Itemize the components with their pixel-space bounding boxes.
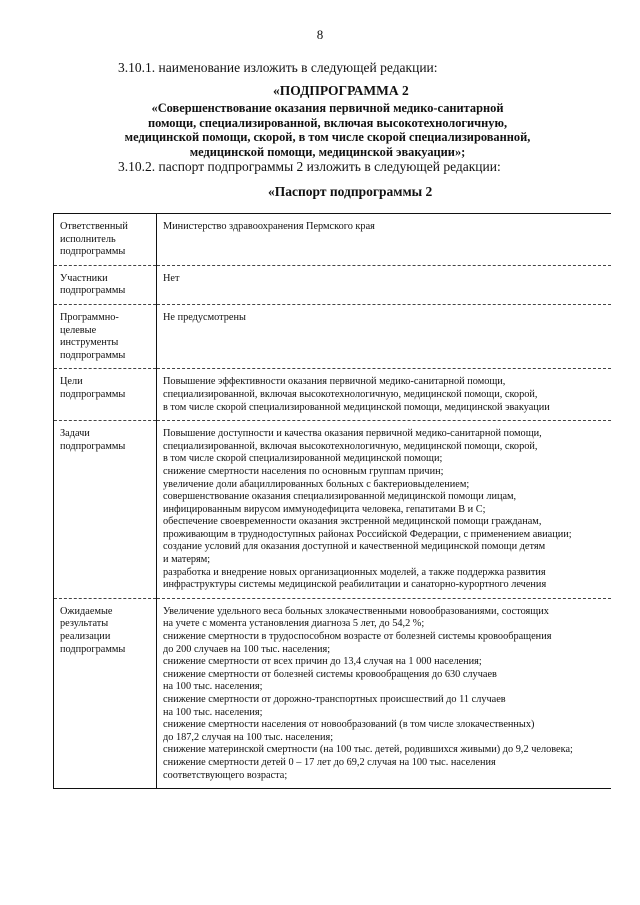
row-value [157, 598, 612, 788]
row-label-line: инструменты [60, 337, 119, 349]
program-subtitle-line: медицинской помощи, медицинской эвакуации»; [189, 144, 466, 159]
row-value-line: Повышение доступности и качества оказания первичной медико-санитарной помощи, [163, 428, 542, 440]
row-label [54, 265, 157, 304]
row-label-line: подпрограммы [60, 349, 126, 361]
row-label [54, 369, 157, 421]
row-value-line: снижение смертности населения по основным группам причин; [163, 465, 444, 477]
row-value-line: в том числе скорой специализированной медицинской помощи, медицинской эвакуации [163, 401, 550, 413]
row-value-line: соответствующего возраста; [163, 769, 288, 781]
row-value-line: разработка и внедрение новых организационных моделей, а также поддержка развития [163, 566, 546, 578]
table-row-goals [54, 369, 612, 421]
row-label-line: подпрограммы [60, 285, 126, 297]
row-label-line: подпрограммы [60, 643, 126, 655]
row-label-line: реализации [60, 631, 111, 643]
row-value-line: обеспечение своевременности оказания экстренной медицинской помощи гражданам, [163, 516, 542, 528]
row-value-line: Увеличение удельного веса больных злокачественными новообразованиями, состоящих [163, 605, 549, 617]
row-value-line: снижение смертности от дорожно-транспортных происшествий до 11 случаев [163, 694, 506, 705]
row-label-line: подпрограммы [60, 388, 126, 400]
row-value-line: проживающим в труднодоступных районах Российской Федерации, с применением авиации; [163, 528, 572, 540]
row-label [54, 304, 157, 368]
row-value-line: на учете с момента установления диагноза 5 лет, до 54,2 %; [163, 618, 425, 630]
row-label-line: Задачи [60, 428, 90, 440]
row-label-line: подпрограммы [60, 440, 126, 452]
table-row-tasks [54, 421, 612, 599]
row-value-line: в том числе скорой специализированной медицинской помощи; [163, 453, 443, 465]
row-value-line: снижение смертности детей 0 – 17 лет до 69,2 случая на 100 тыс. населения [163, 756, 496, 768]
row-value-line: и матерям; [163, 554, 211, 566]
program-subtitle [60, 101, 595, 159]
passport-table [53, 213, 611, 789]
program-title: «ПОДПРОГРАММА 2 [273, 83, 409, 98]
table-row-expected-results [54, 598, 612, 788]
row-value-line: до 187,2 случая на 100 тыс. населения; [163, 731, 334, 743]
row-label-line: результаты [60, 618, 109, 630]
row-value [157, 369, 612, 421]
paragraph-3-10-2: 3.10.2. паспорт подпрограммы 2 изложить в следующей редакции: [118, 159, 501, 174]
passport-title: «Паспорт подпрограммы 2 [268, 184, 433, 199]
row-value-line: Повышение эффективности оказания первичной медико-санитарной помощи, [163, 376, 506, 388]
table-row-responsible [54, 214, 612, 266]
row-value-line: снижение смертности населения от новообразований (в том числе злокачественных) [163, 719, 535, 731]
row-value-line: создание условий для оказания доступной и качественной медицинской помощи детям [163, 541, 546, 553]
program-subtitle-line: помощи, специализированной, включая высокотехнологичную, [147, 115, 508, 130]
row-value-line: на 100 тыс. населения; [163, 681, 263, 693]
row-value-line: инфраструктуры системы медицинской реабилитации и санаторно-курортного лечения [163, 579, 547, 591]
row-value-line: специализированной, включая высокотехнологичную, медицинской помощи, скорой, [163, 388, 538, 400]
row-label-line: подпрограммы [60, 246, 126, 258]
row-value-line: снижение смертности от всех причин до 13,4 случая на 1 000 населения; [163, 656, 482, 668]
program-subtitle-line: «Совершенствование оказания первичной медико-санитарной [151, 101, 504, 115]
paragraph-3-10-1: 3.10.1. наименование изложить в следующей редакции: [118, 60, 438, 75]
row-value-line: снижение смертности в трудоспособном возрасте от болезней системы кровообращения [163, 631, 552, 643]
row-value-line: на 100 тыс. населения; [163, 706, 263, 718]
row-value-line: инфицированным вирусом иммунодефицита человека, гепатитами В и С; [163, 503, 486, 515]
row-label-line: Ожидаемые [60, 605, 113, 617]
row-label-line: Программно- [60, 311, 119, 323]
row-value-line: Министерство здравоохранения Пермского края [163, 221, 375, 232]
row-value [157, 214, 612, 266]
row-value [157, 265, 612, 304]
row-value-line: до 200 случаев на 100 тыс. населения; [163, 643, 331, 655]
row-label-line: Цели [60, 376, 83, 388]
row-label-line: целевые [60, 324, 97, 336]
row-value-line: увеличение доли абациллированных больных с бактериовыделением; [163, 478, 470, 490]
row-value-line: Нет [163, 272, 180, 284]
row-label-line: Ответственный [60, 221, 128, 232]
table-row-participants [54, 265, 612, 304]
table-row-instruments [54, 304, 612, 368]
row-label [54, 421, 157, 599]
row-value-line: снижение смертности от болезней системы кровообращения до 630 случаев [163, 668, 497, 680]
row-value-line: Не предусмотрены [163, 311, 246, 323]
row-label [54, 214, 157, 266]
row-label-line: Участники [60, 272, 108, 284]
row-value-line: снижение материнской смертности (на 100 тыс. детей, родившихся живыми) до 9,2 человека; [163, 744, 573, 756]
row-value-line: специализированной, включая высокотехнологичную, медицинской помощи, скорой, [163, 440, 538, 452]
row-value [157, 304, 612, 368]
row-value [157, 421, 612, 599]
row-label-line: исполнитель [60, 233, 116, 245]
page-number: 8 [316, 27, 324, 42]
row-value-line: совершенствование оказания специализированной медицинской помощи лицам, [163, 491, 517, 503]
program-subtitle-line: медицинской помощи, скорой, в том числе скорой специализированной, [124, 130, 531, 144]
row-label [54, 598, 157, 788]
